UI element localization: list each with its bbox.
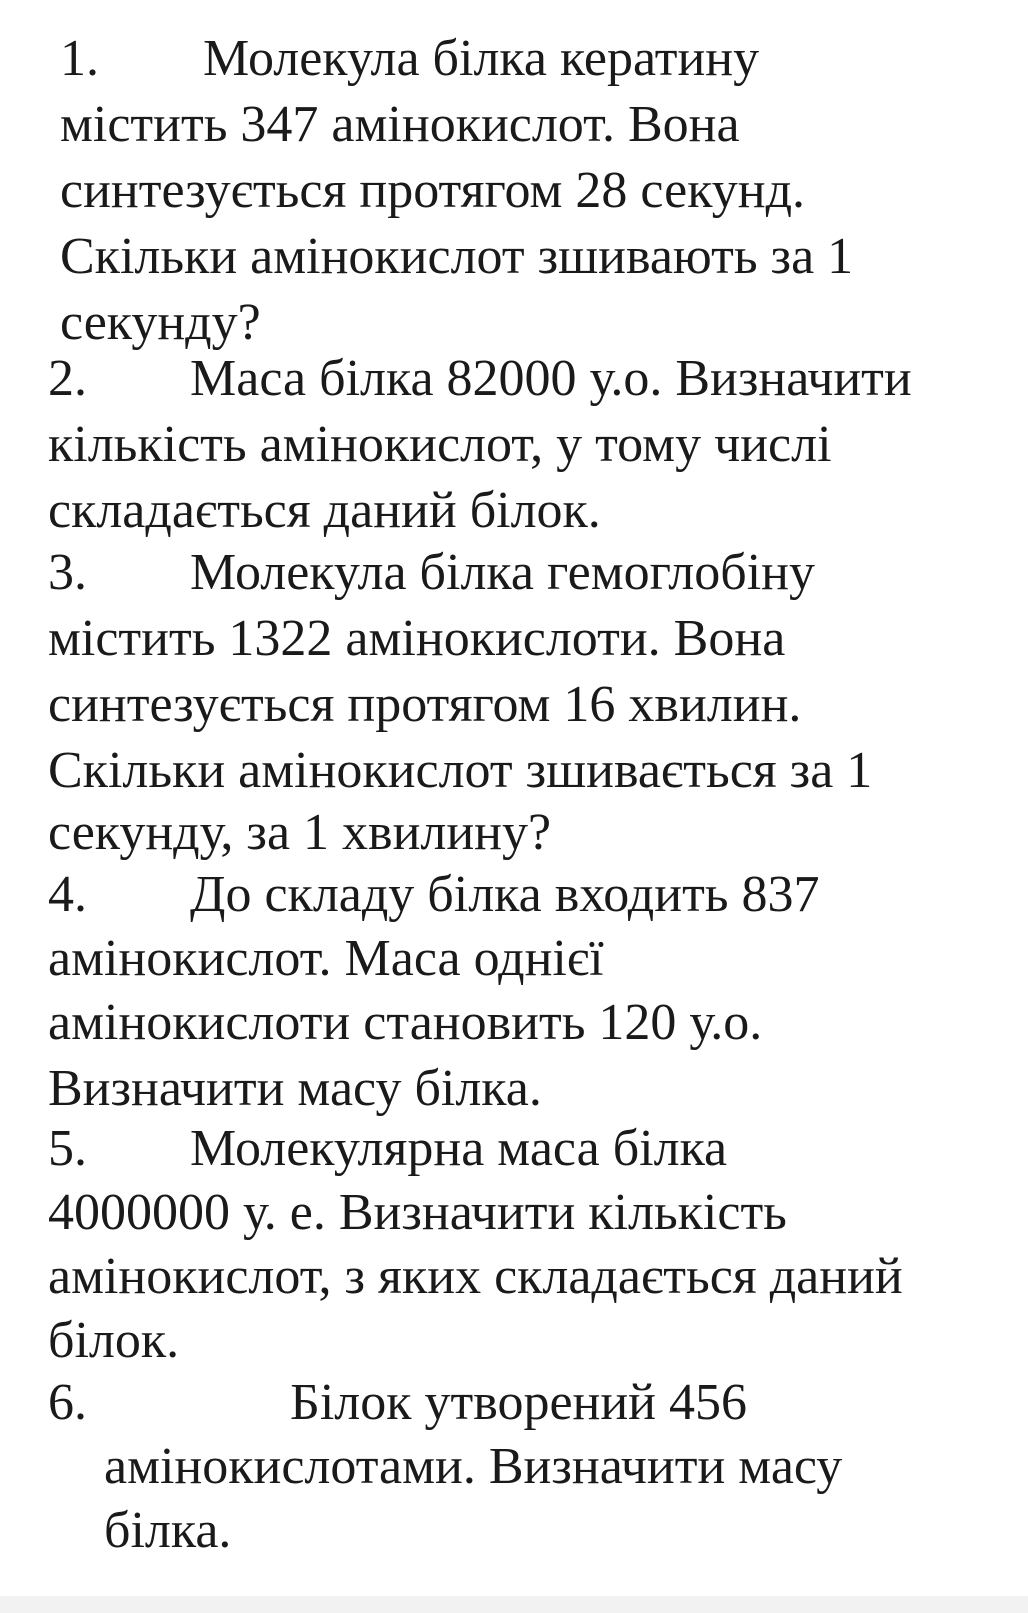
problem-number: 4. [48, 866, 87, 923]
problem-text-line: синтезується протягом 16 хвилин. [48, 676, 802, 733]
problem-number: 6. [48, 1374, 87, 1431]
problem-text-line: Маса білка 82000 у.о. Визначити [190, 350, 912, 407]
problem-text-line: складається даний білок. [48, 482, 601, 539]
problem-text-line: секунду, за 1 хвилину? [48, 804, 552, 861]
problem-text-line: Скільки амінокислот зшивають за 1 [60, 228, 854, 285]
problem-text-line: містить 347 амінокислот. Вона [60, 96, 740, 153]
problem-text-line: Молекула білка гемоглобіну [190, 544, 815, 601]
problem-number: 1. [60, 30, 99, 87]
problem-text-line: До складу білка входить 837 [190, 866, 820, 923]
problem-number: 3. [48, 544, 87, 601]
problem-text-line: Молекулярна маса білка [190, 1120, 728, 1177]
problem-text-line: Молекула білка кератину [203, 30, 760, 87]
problem-text-line: амінокислот, з яких складається даний [48, 1248, 903, 1305]
problem-text-line: амінокислот. Маса однієї [48, 930, 604, 987]
problem-text-line: Скільки амінокислот зшивається за 1 [48, 742, 873, 799]
problem-text-line: амінокислотами. Визначити масу [104, 1438, 843, 1495]
problem-text-line: кількість амінокислот, у тому числі [48, 416, 832, 473]
problem-number: 2. [48, 350, 87, 407]
problem-text-line: Білок утворений 456 [290, 1374, 748, 1431]
problem-text-line: амінокислоти становить 120 у.о. [48, 994, 763, 1051]
page-bottom-edge [0, 1596, 1028, 1613]
problem-text-line: 4000000 у. е. Визначити кількість [48, 1184, 787, 1241]
problem-text-line: синтезується протягом 28 секунд. [60, 162, 806, 219]
problem-text-line: містить 1322 амінокислоти. Вона [48, 610, 786, 667]
problem-text-line: Визначити масу білка. [48, 1060, 542, 1117]
problem-text-line: секунду? [60, 294, 261, 351]
problem-number: 5. [48, 1120, 87, 1177]
problem-text-line: білка. [104, 1502, 232, 1559]
problem-text-line: білок. [48, 1312, 180, 1369]
